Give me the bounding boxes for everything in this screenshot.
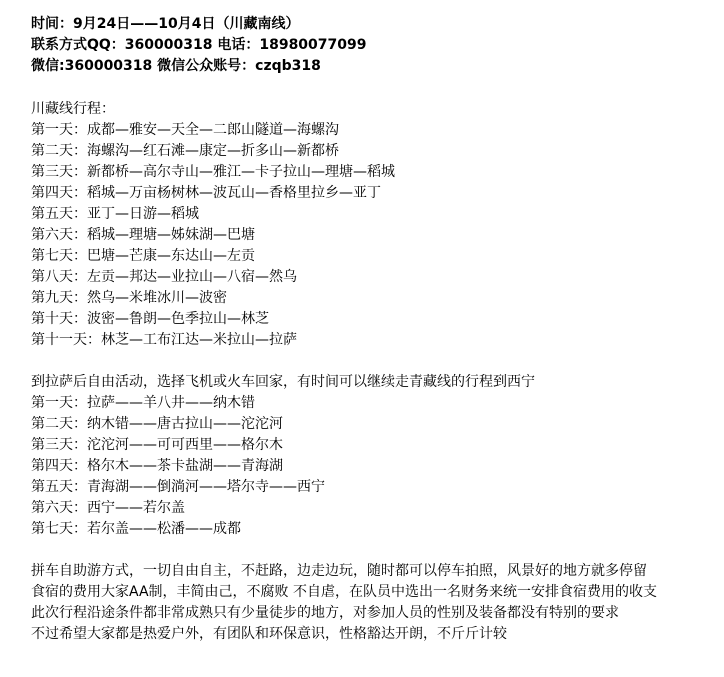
route-day: 第十天：波密—鲁朗—色季拉山—林芝 (31, 311, 269, 327)
route-day: 第一天：拉萨——羊八井——纳木错 (31, 395, 255, 411)
route-day: 第一天：成都—雅安—天全—二郎山隧道—海螺沟 (31, 122, 339, 138)
note-line: 不过希望大家都是热爱户外，有团队和环保意识，性格豁达开朗，不斤斤计较 (31, 626, 507, 642)
route-day: 第八天：左贡—邦达—业拉山—八宿—然乌 (31, 269, 297, 285)
trip-time: 时间：9月24日——10月4日（川藏南线） (31, 16, 300, 32)
route-title-sichuan-tibet: 川藏线行程： (31, 101, 115, 117)
route-day: 第三天：新都桥—高尔寺山—雅江—卡子拉山—理塘—稻城 (31, 164, 395, 180)
trip-notes (31, 561, 724, 645)
route-day: 第七天：巴塘—芒康—东达山—左贡 (31, 248, 255, 264)
note-line: 此次行程沿途条件都非常成熟只有少量徒步的地方，对参加人员的性别及装备都没有特别的要求 (31, 605, 619, 621)
route-day: 第三天：沱沱河——可可西里——格尔木 (31, 437, 283, 453)
route-day: 第七天：若尔盖——松潘——成都 (31, 521, 241, 537)
wechat-info: 微信:360000318 微信公众账号：czqb318 (31, 58, 321, 74)
route-day: 第十一天：林芝—工布江达—米拉山—拉萨 (31, 332, 297, 348)
spacer (31, 77, 724, 99)
contact-info: 联系方式QQ：360000318 电话：18980077099 (31, 37, 367, 53)
route-day: 第五天：亚丁—日游—稻城 (31, 206, 199, 222)
spacer (31, 540, 724, 561)
route-list-sichuan-tibet (31, 120, 724, 351)
route-day: 第四天：格尔木——茶卡盐湖——青海湖 (31, 458, 283, 474)
route-day: 第四天：稻城—万亩杨树林—波瓦山—香格里拉乡—亚丁 (31, 185, 381, 201)
route-day: 第六天：西宁——若尔盖 (31, 500, 185, 516)
route-day: 第六天：稻城—理塘—姊妹湖—巴塘 (31, 227, 255, 243)
note-line: 食宿的费用大家AA制，丰简由己，不腐败 不自虐，在队员中选出一名财务来统一安排食宿费用的收支 (31, 584, 657, 600)
route-day: 第九天：然乌—米堆冰川—波密 (31, 290, 227, 306)
route-list-qinghai-tibet (31, 393, 724, 540)
spacer (31, 351, 724, 372)
route-day: 第五天：青海湖——倒淌河——塔尔寺——西宁 (31, 479, 325, 495)
note-line: 拼车自助游方式，一切自由自主，不赶路，边走边玩，随时都可以停车拍照，风景好的地方就多停留 (31, 563, 647, 579)
route-title-qinghai-tibet: 到拉萨后自由活动，选择飞机或火车回家，有时间可以继续走青藏线的行程到西宁 (31, 374, 535, 390)
route-day: 第二天：海螺沟—红石滩—康定—折多山—新都桥 (31, 143, 339, 159)
route-day: 第二天：纳木错——唐古拉山——沱沱河 (31, 416, 283, 432)
